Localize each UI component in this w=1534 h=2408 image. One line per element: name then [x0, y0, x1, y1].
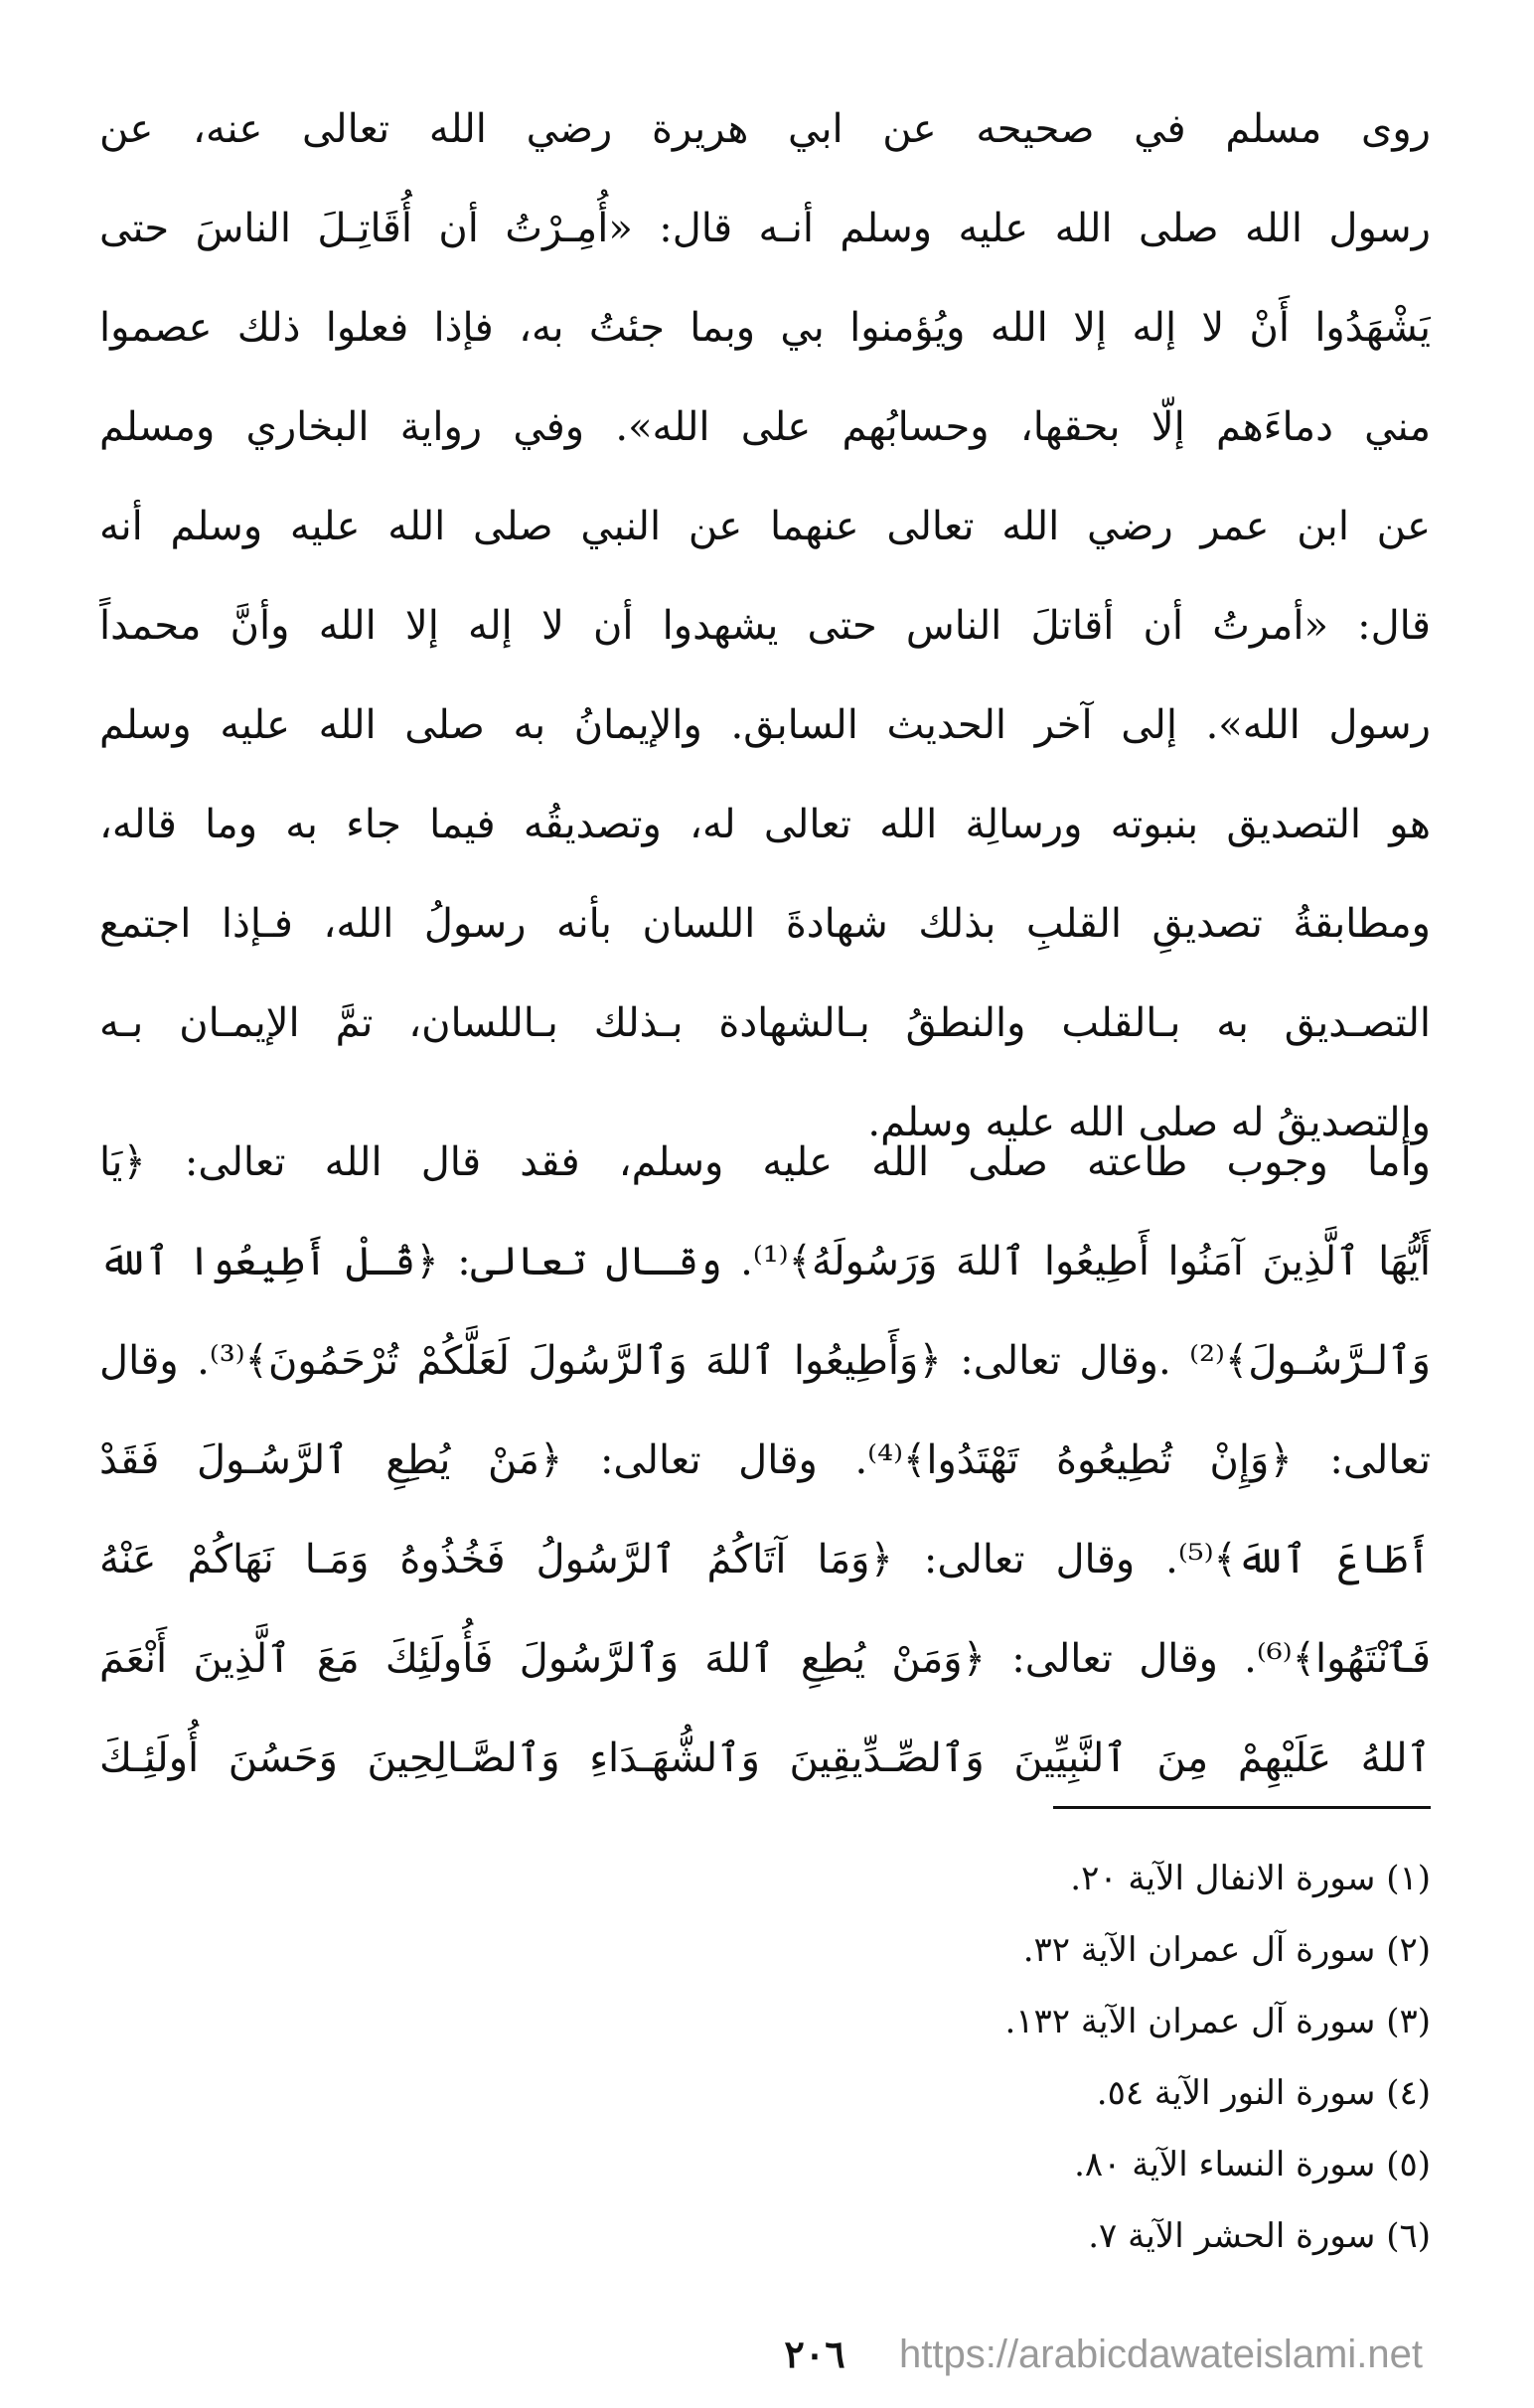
- paragraph-line: رسول الله صلى الله عليه وسلم أنـه قال: «أُمِـرْتُ أن أُقَاتِـلَ الناسَ حتى: [99, 206, 1431, 251]
- footnote-divider: [1053, 1806, 1431, 1809]
- paragraph-line: وَٱلـرَّسُـولَ﴾⁽²⁾ .وقال تعالى: ﴿وَأَطِيعُوا ٱللهَ وَٱلرَّسُولَ لَعَلَّكُمْ تُرْحَمُونَ﴾⁽³⁾. وقال: [99, 1338, 1431, 1384]
- footnote-item: (٥) سورة النساء الآية ٨٠.: [1074, 2145, 1431, 2184]
- footnote-item: (٣) سورة آل عمران الآية ١٣٢.: [1004, 2002, 1431, 2041]
- paragraph-line: رسول الله». إلى آخر الحديث السابق. والإيمانُ به صلى الله عليه وسلم: [99, 702, 1431, 748]
- footnotes: [596, 1843, 1431, 2272]
- footnote-item: (٦) سورة الحشر الآية ٧.: [1088, 2216, 1431, 2256]
- paragraph-line: روى مسلم في صحيحه عن ابي هريرة رضي الله تعالى عنه، عن: [99, 106, 1431, 152]
- paragraph-1: [99, 79, 1431, 1172]
- paragraph-line: أَطَاعَ ٱللهَ﴾⁽⁵⁾. وقال تعالى: ﴿وَمَا آتَاكُمُ ٱلرَّسُولُ فَخُذُوهُ وَمَـا نَهَاكُمْ عَنْهُ: [99, 1537, 1431, 1582]
- paragraph-line: فَٱنْتَهُوا﴾⁽⁶⁾. وقال تعالى: ﴿وَمَنْ يُطِعِ ٱللهَ وَٱلرَّسُولَ فَأُولَئِكَ مَعَ ٱلَّذِينَ أَنْعَمَ: [99, 1636, 1431, 1682]
- paragraph-line: ٱللهُ عَلَيْهِمْ مِنَ ٱلنَّبِيِّينَ وَٱلصِّـدِّيقِينَ وَٱلشُّهَـدَاءِ وَٱلصَّـالِحِينَ وَحَسُنَ أُولَئِـكَ: [99, 1735, 1431, 1781]
- paragraph-line: هو التصديق بنبوته ورسالِة الله تعالى له، وتصديقُه فيما جاء به وما قاله،: [99, 802, 1431, 847]
- paragraph-line: ومطابقةُ تصديقِ القلبِ بذلك شهادةَ اللسان بأنه رسولُ الله، فـإذا اجتمع: [99, 901, 1431, 947]
- paragraph-line: التصـديق به بـالقلب والنطقُ بـالشهادة بـذلك بـاللسان، تمَّ الإيمـان بـه: [99, 1000, 1431, 1046]
- paragraph-line: مني دماءَهم إلّا بحقها، وحسابُهم على الله». وفي رواية البخاري ومسلم: [99, 404, 1431, 450]
- page-number: ٢٠٦: [784, 2332, 845, 2376]
- footnote-item: (٢) سورة آل عمران الآية ٣٢.: [1022, 1930, 1431, 1970]
- paragraph-line: يَشْهَدُوا أَنْ لا إله إلا الله ويُؤمنوا بي وبما جئتُ به، فإذا فعلوا ذلك عصموا: [99, 305, 1431, 351]
- watermark-url: https://arabicdawateislami.net: [899, 2333, 1423, 2376]
- paragraph-line: قال: «أمرتُ أن أقاتلَ الناس حتى يشهدوا أن لا إله إلا الله وأنَّ محمداً: [99, 603, 1431, 649]
- paragraph-2: [99, 1113, 1431, 1808]
- paragraph-line: تعالى: ﴿وَإِنْ تُطِيعُوهُ تَهْتَدُوا﴾⁽⁴⁾. وقال تعالى: ﴿مَنْ يُطِعِ ٱلرَّسُـولَ فَقَدْ: [99, 1437, 1431, 1483]
- footnote-item: (١) سورة الانفال الآية ٢٠.: [1070, 1859, 1431, 1898]
- paragraph-line: عن ابن عمر رضي الله تعالى عنهما عن النبي صلى الله عليه وسلم أنه: [99, 504, 1431, 549]
- paragraph-line: أَيُّهَا ٱلَّذِينَ آمَنُوا أَطِيعُوا ٱللهَ وَرَسُولَهُ﴾⁽¹⁾. وقـال تعالى: ﴿قُـلْ أَطِيعُوا ٱللهَ: [99, 1239, 1431, 1284]
- footnote-item: (٤) سورة النور الآية ٥٤.: [1096, 2073, 1431, 2113]
- paragraph-line: والتصديقُ له صلى الله عليه وسلم.: [867, 1100, 1431, 1145]
- paragraph-line: وأما وجوب طاعته صلى الله عليه وسلم، فقد قال الله تعالى: ﴿يَا: [99, 1139, 1431, 1185]
